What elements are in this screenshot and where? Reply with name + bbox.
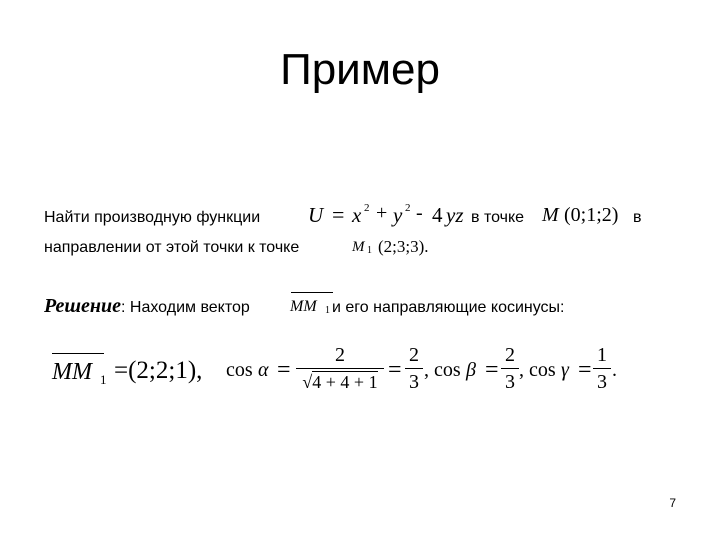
formula-u-x: x xyxy=(352,203,362,227)
alpha-symbol: α xyxy=(258,359,269,381)
eq-2: = xyxy=(388,357,402,383)
formula-u-exp1: 2 xyxy=(364,202,370,214)
cos-gamma-label: , cos xyxy=(519,359,556,381)
point-m1-sub: 1 xyxy=(367,245,372,256)
task-text-2: в точке xyxy=(471,209,525,226)
sqrt-icon: √ xyxy=(302,372,313,392)
page-title: Пример xyxy=(280,45,440,94)
fraction-2-denominator: 3 xyxy=(409,371,419,393)
fraction-1 xyxy=(296,344,384,393)
formula-u-minus: - xyxy=(416,202,423,224)
eq-3: = xyxy=(485,357,499,383)
solution-line xyxy=(44,296,250,318)
formula-u-eq: = xyxy=(332,202,345,227)
fraction-3-denominator: 3 xyxy=(505,371,515,393)
formula-u-exp2: 2 xyxy=(405,202,411,214)
result-vector-name: MM xyxy=(52,359,92,385)
solution-vector-name: MM xyxy=(290,298,317,315)
formula-u-coef: 4 xyxy=(432,203,443,227)
fraction-1-bar xyxy=(296,368,384,369)
result-vector-value: =(2;2;1), xyxy=(114,357,203,384)
fraction-3-numerator: 2 xyxy=(505,344,515,366)
solution-text-2: и его направляющие косинусы: xyxy=(332,299,565,316)
fraction-2-numerator: 2 xyxy=(409,344,419,366)
task-text-3: в xyxy=(633,209,642,226)
point-m-name: M xyxy=(542,204,559,226)
beta-symbol: β xyxy=(466,359,476,381)
task-text-4: направлении от этой точки к точке xyxy=(44,239,300,256)
solution-text-1: : Находим вектор xyxy=(121,299,250,316)
result-end: . xyxy=(612,359,617,381)
fraction-3-bar xyxy=(501,368,519,369)
fraction-4-numerator: 1 xyxy=(597,344,607,366)
fraction-2 xyxy=(405,344,423,393)
fraction-3 xyxy=(501,344,519,393)
result-vector-sub: 1 xyxy=(100,372,107,387)
eq-1: = xyxy=(277,357,291,383)
solution-vector-sub: 1 xyxy=(325,305,330,316)
task-text-1: Найти производную функции xyxy=(44,209,261,226)
fraction-1-numerator: 2 xyxy=(335,344,345,366)
result-vector-overline xyxy=(52,353,104,354)
gamma-symbol: γ xyxy=(561,359,569,381)
sqrt-radicand: 4 + 4 + 1 xyxy=(312,372,378,392)
fraction-2-bar xyxy=(405,368,423,369)
fraction-4 xyxy=(593,344,611,393)
eq-4: = xyxy=(578,357,592,383)
cos-beta-label: , cos xyxy=(424,359,461,381)
cos-alpha-label: cos xyxy=(226,359,253,381)
fraction-1-denominator xyxy=(296,371,384,393)
page-number: 7 xyxy=(669,496,676,510)
fraction-4-denominator: 3 xyxy=(597,371,607,393)
point-m1-name: M xyxy=(352,239,365,255)
solution-label: Решение xyxy=(44,295,122,317)
point-m-coords: (0;1;2) xyxy=(564,204,619,226)
formula-u-plus: + xyxy=(376,202,388,224)
formula-u-yz: yz xyxy=(446,203,464,227)
point-m1-coords: (2;3;3). xyxy=(378,237,429,256)
formula-u-lhs: U xyxy=(308,203,324,227)
formula-u-y: y xyxy=(393,203,403,227)
fraction-4-bar xyxy=(593,368,611,369)
solution-vector-overline xyxy=(291,292,333,293)
